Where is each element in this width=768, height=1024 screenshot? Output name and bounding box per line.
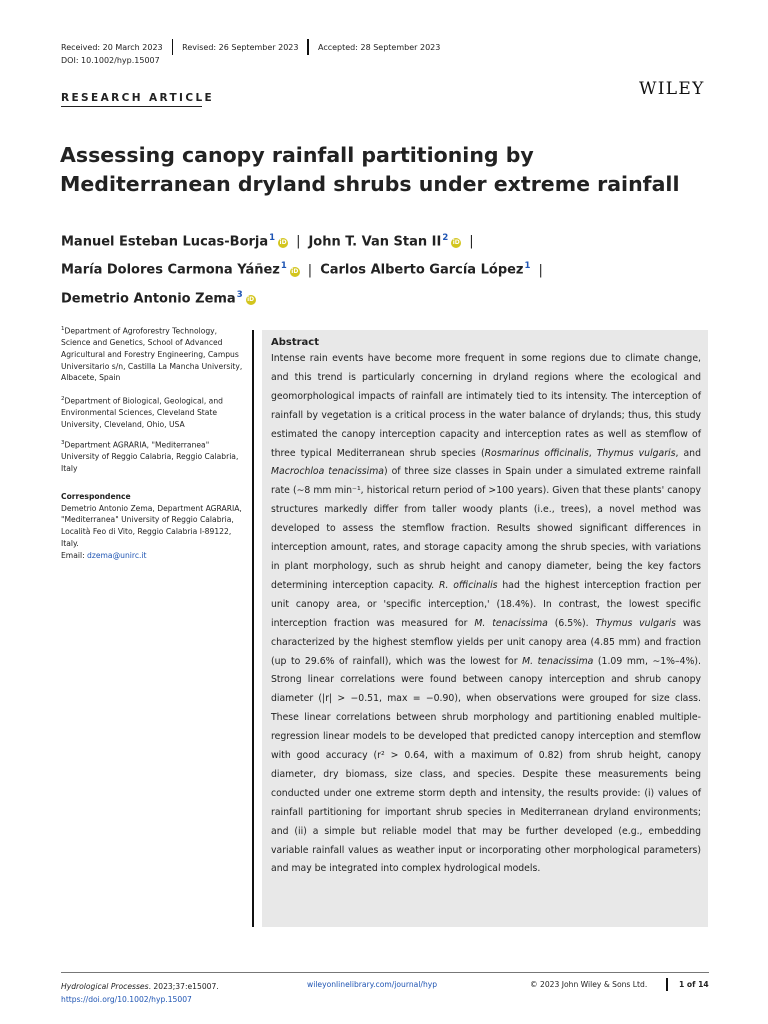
affiliation-text: Department of Biological, Geological, and Environmental Sciences, Cleveland State University, Cleveland, Ohio, USA <box>61 396 223 429</box>
affiliation-ref: 3 <box>236 289 243 300</box>
author-list <box>61 226 711 311</box>
author-name[interactable]: Manuel Esteban Lucas-Borja <box>61 234 269 250</box>
species-name: Thymus vulgaris <box>596 447 676 459</box>
affiliation-text: Department AGRARIA, "Mediterranea" University of Reggio Calabria, Reggio Calabria, Italy <box>61 440 239 473</box>
footer-citation <box>61 980 219 1006</box>
email-label: Email: <box>61 550 88 560</box>
revised-date: Revised: 26 September 2023 <box>182 42 299 52</box>
affiliation-1 <box>61 324 246 384</box>
author-name[interactable]: Carlos Alberto García López <box>320 262 524 278</box>
abstract-run: had the highest interception fraction per unit canopy area, or 'specific interception,' (18.4%). In contrast, the lowest specific interception fraction was measured for <box>271 579 701 629</box>
footer-separator <box>666 978 668 991</box>
affiliation-number: 1 <box>61 326 65 332</box>
correspondence-email-line <box>61 550 246 562</box>
orcid-icon[interactable]: iD <box>247 295 255 303</box>
article-type: RESEARCH ARTICLE <box>61 92 215 104</box>
species-name: M. tenacissima <box>522 655 594 667</box>
page-number: 1 of 14 <box>679 980 709 989</box>
author-name[interactable]: María Dolores Carmona Yáñez <box>61 262 280 278</box>
author-line-3 <box>61 283 711 311</box>
author-separator: | <box>307 262 313 278</box>
abstract-heading: Abstract <box>271 337 320 348</box>
species-name: M. tenacissima <box>474 617 548 629</box>
species-name: Thymus vulgaris <box>595 617 676 629</box>
date-separator <box>307 39 309 55</box>
paper-title: Assessing canopy rainfall partitioning by Mediterranean dryland shrubs under extreme rainfall <box>60 143 680 196</box>
author-separator: | <box>296 234 301 250</box>
species-name: Macrochloa tenacissima <box>271 466 384 478</box>
affiliation-3 <box>61 438 246 475</box>
affiliation-ref: 2 <box>442 233 449 243</box>
accepted-date: Accepted: 28 September 2023 <box>317 42 441 52</box>
header-doi: DOI: 10.1002/hyp.15007 <box>61 56 160 65</box>
affiliation-ref: 1 <box>269 233 276 243</box>
footer-divider <box>61 972 709 973</box>
copyright-notice: © 2023 John Wiley & Sons Ltd. <box>530 980 648 989</box>
author-line-2 <box>61 254 711 282</box>
orcid-icon[interactable]: iD <box>279 239 287 247</box>
journal-volume: . 2023;37:e15007. <box>148 982 219 991</box>
abstract-run: Intense rain events have become more frequent in some regions due to climate change, and this trend is particularly concerning in dryland regions where the ecological and geomorphological impacts of rainfall are intimately tied to its intensity. The interception of rainfall by vegetation is a critical process in the water balance of drylands; thus, this study estimated the canopy interception capacity and interception rates as well as stemflow of three typical Mediterranean shrub species ( <box>271 353 701 459</box>
doi-link[interactable]: https://doi.org/10.1002/hyp.15007 <box>61 995 192 1004</box>
email-link[interactable]: dzema@unirc.it <box>87 550 147 560</box>
abstract-panel <box>262 330 708 927</box>
orcid-icon[interactable]: iD <box>291 267 299 275</box>
abstract-run: , <box>588 447 597 459</box>
correspondence <box>61 491 246 561</box>
article-type-underline <box>61 106 202 107</box>
species-name: R. officinalis <box>438 579 498 591</box>
journal-name: Hydrological Processes <box>61 982 149 991</box>
species-name: Rosmarinus officinalis <box>484 447 589 459</box>
author-separator: | <box>469 234 474 250</box>
orcid-icon[interactable]: iD <box>452 239 460 247</box>
author-line-1 <box>61 226 711 254</box>
correspondence-address: Demetrio Antonio Zema, Department AGRARIA, "Mediterranea" University of Reggio Calabria, Località Feo di Vito, Reggio Calabria I-89122, Italy. <box>61 503 242 548</box>
author-name[interactable]: John T. Van Stan II <box>308 234 442 250</box>
abstract-run: (1.09 mm, ∼1%–4%). Strong linear correlations were found between canopy interception and shrub canopy diameter (|r| > −0.51, max = −0.90), when observations were grouped for size class. These linear correlations between shrub morphology and partitioning enabled multiple-regression linear models to be developed that predicted canopy interception and stemflow with good accuracy (r² > 0.64, with a maximum of 0.82) from shrub height, canopy diameter, dry biomass, size class, and species. Despite these measurements being conducted under one extreme storm depth and intensity, the results provide: (i) values of rainfall partitioning for important shrub species in Mediterranean dryland environments; and (ii) a simple but reliable model that may be further developed (e.g., embedding variable rainfall values as weather input or incorporating other morphological parameters) and may be integrated into complex hydrological models. <box>271 655 701 875</box>
author-separator: | <box>538 262 543 278</box>
abstract-text <box>271 350 701 879</box>
received-date: Received: 20 March 2023 <box>61 42 163 52</box>
author-name[interactable]: Demetrio Antonio Zema <box>61 290 236 306</box>
affiliation-ref: 1 <box>280 261 287 272</box>
abstract-run: (6.5%). <box>547 617 596 629</box>
date-separator <box>172 39 174 55</box>
affiliation-ref: 1 <box>524 261 531 272</box>
affiliation-text: Department of Agroforestry Technology, Science and Genetics, School of Advanced Agricultural and Forestry Engineering, Campus Universitario s/n, Castilla La Mancha University, Albacete, Spain <box>61 326 243 383</box>
publisher-logo: WILEY <box>639 79 705 99</box>
correspondence-heading: Correspondence <box>61 492 131 501</box>
affiliation-number: 3 <box>61 440 65 446</box>
abstract-run: was characterized by the highest stemflow yields per unit canopy area (4.85 mm) and fraction (up to 29.6% of rainfall), which was the lowest for <box>271 617 701 667</box>
abstract-run: , and <box>675 447 701 459</box>
affiliation-2 <box>61 394 246 431</box>
article-dates <box>61 39 440 55</box>
abstract-sidebar-rule <box>252 330 254 927</box>
journal-reference <box>61 980 219 993</box>
affiliation-number: 2 <box>61 396 65 402</box>
journal-site-link[interactable]: wileyonlinelibrary.com/journal/hyp <box>307 980 438 989</box>
abstract-run: ) of three size classes in Spain under a simulated extreme rainfall rate (∼8 mm min⁻¹, historical return period of >100 years). Given that these plants' canopy structures markedly differ from taller woody plants (i.e., trees), a novel method was developed to assess the stemflow fraction. Results showed significant differences in interception amount, rates, and storage capacity among the shrub species, with variations in plant morphology, such as shrub height and canopy diameter, being the key factors determining interception capacity. <box>271 466 701 591</box>
